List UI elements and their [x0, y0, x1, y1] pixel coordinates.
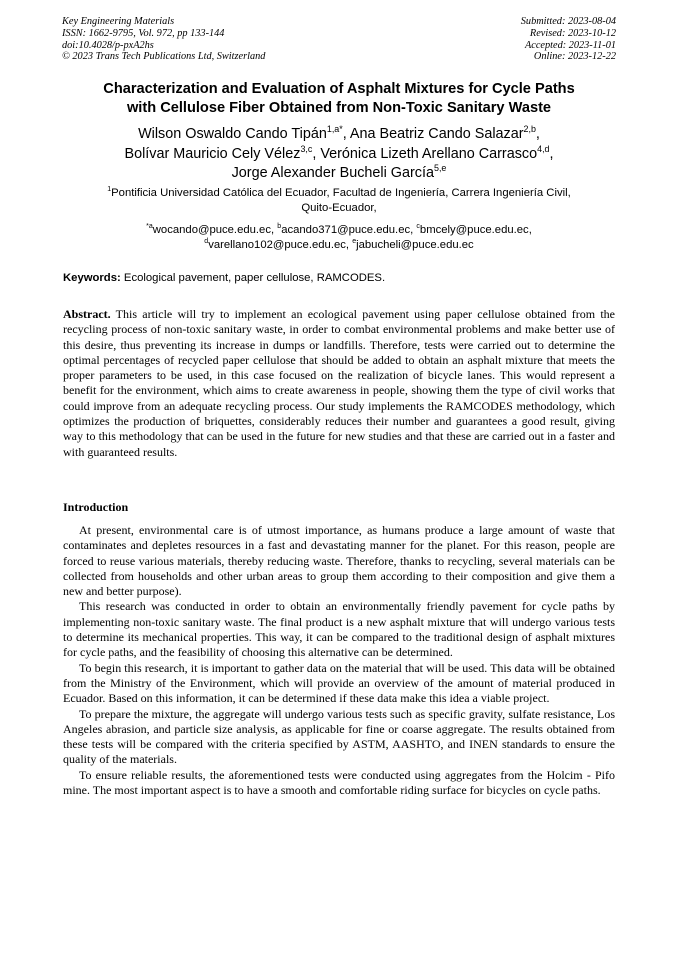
- title-line-2: with Cellulose Fiber Obtained from Non-Toxic Sanitary Waste: [126, 99, 552, 116]
- journal-info: [62, 16, 265, 63]
- email-sup: *a: [146, 223, 153, 231]
- email-sup: b: [277, 223, 282, 231]
- email-sep: ,: [410, 224, 417, 236]
- author-sup: 5,e: [434, 163, 447, 174]
- section-heading-introduction: Introduction: [63, 500, 129, 514]
- abstract-label: Abstract.: [63, 307, 111, 321]
- email-sup: d: [204, 237, 209, 245]
- email-sep: ,: [528, 224, 532, 236]
- submission-dates: [521, 16, 616, 63]
- email-address: wocando@puce.edu.ec: [152, 224, 271, 236]
- keywords-text: Ecological pavement, paper cellulose, RAMCODES.: [120, 272, 386, 284]
- paragraph: At present, environmental care is of utmost importance, as humans produce a large amount of waste that contaminates and depletes resources in a fast and devastating manner for the planet. For this reason, people are forced to reuse various materials, thereby reducing waste. Therefore, thanks to recycling, several materials can be collected from households and other urban areas to group them according to their composition and give them a new and better purpose).: [63, 523, 615, 599]
- keywords: [63, 271, 615, 285]
- paragraph: To begin this research, it is important to gather data on the material that will be used. This data will be obtained from the Ministry of the Environment, which will provide an overview of the amount of material produced in Ecuador. Based on this information, it can be determined if these data make this idea a viable project.: [63, 660, 615, 706]
- author-line: [40, 164, 638, 184]
- affiliation: [70, 186, 608, 215]
- author-emails: [70, 223, 608, 252]
- paragraph: To prepare the mixture, the aggregate will undergo various tests such as specific gravity, sulfate resistance, Los Angeles abrasion, and particle size analysis, as applicable for fine or coarse aggregate. The results obtained from these tests will be compared with the criteria specified by ASTM, AASHTO, and INEN standards to ensure the quality of the materials.: [63, 706, 615, 767]
- author-name: Ana Beatriz Cando Salazar: [349, 126, 524, 142]
- email-line: [70, 223, 608, 238]
- journal-doi: doi:10.4028/p-pxA2hs: [62, 39, 154, 51]
- email-address: bmcely@puce.edu.ec: [419, 224, 529, 236]
- email-sup: e: [352, 237, 357, 245]
- author-sup: 4,d: [537, 143, 550, 154]
- email-sep: ,: [345, 238, 353, 251]
- keywords-label: Keywords:: [63, 272, 121, 284]
- journal-name: Key Engineering Materials: [62, 16, 175, 27]
- author-sup: 1,a*: [326, 124, 343, 135]
- abstract: [63, 307, 615, 460]
- date-accepted: Accepted: 2023-11-01: [524, 39, 616, 51]
- author-sep: ,: [342, 126, 350, 142]
- author-line: [40, 145, 638, 165]
- email-line: [70, 238, 608, 253]
- author-name: Jorge Alexander Bucheli García: [231, 165, 434, 181]
- author-sup: 2,b: [523, 124, 536, 135]
- title-line-1: Characterization and Evaluation of Asphalt Mixtures for Cycle Paths: [103, 81, 575, 97]
- author-sep: ,: [535, 126, 540, 142]
- abstract-text: This article will try to implement an ecological pavement using paper cellulose obtained from the recycling process of non-toxic sanitary waste, in order to combat environmental problems and make better use of this desire, thus preventing its increase in dumps or landfills. Therefore, tests were carried out to determine the optimal percentages of recycled paper cellulose that should be added to obtain an asphalt mixture that meets the proper parameters to be used, in this case focused on the realization of bicycle lanes. This would represent a benefit for the environment, which aims to create awareness in people, showing them the type of civil works that could improve from an adequate recycling process. Our study implements the RAMCODES methodology, which optimizes the production of briquettes, considerably reduces their number and guarantees a good result, giving way to this methodology that can be used in the future for new studies and that these are carried out in a faster and with guaranteed results.: [63, 307, 615, 459]
- author-name: Verónica Lizeth Arellano Carrasco: [320, 145, 538, 162]
- email-sep: ,: [271, 224, 278, 236]
- date-revised: Revised: 2023-10-12: [529, 27, 616, 39]
- introduction-body: [63, 523, 615, 798]
- author-name: Bolívar Mauricio Cely Vélez: [124, 145, 301, 162]
- paper-title: [40, 80, 638, 117]
- affiliation-city: Quito-Ecuador,: [301, 201, 377, 214]
- email-address: acando371@puce.edu.ec: [281, 224, 411, 236]
- email-sup: c: [416, 223, 420, 231]
- journal-copyright: © 2023 Trans Tech Publications Ltd, Switzerland: [62, 51, 266, 63]
- date-submitted: Submitted: 2023-08-04: [520, 16, 616, 27]
- paragraph: To ensure reliable results, the aforementioned tests were conducted using aggregates from the Holcim - Pifo mine. The most important aspect is to have a smooth and comfortable riding surface for bicycles on cycle paths.: [63, 767, 615, 798]
- email-address: jabucheli@puce.edu.ec: [356, 238, 474, 251]
- email-address: varellano102@puce.edu.ec: [208, 238, 346, 251]
- author-sep: ,: [312, 145, 321, 162]
- affiliation-text: Pontificia Universidad Católica del Ecuador, Facultad de Ingeniería, Carrera Ingeniería Civil,: [111, 187, 571, 199]
- journal-issn: ISSN: 1662-9795, Vol. 972, pp 133-144: [62, 27, 225, 39]
- paragraph: This research was conducted in order to obtain an environmentally friendly pavement for cycle paths by implementing non-toxic sanitary waste. The final product is a new asphalt mixture that will undergo various tests to determine its mechanical properties. This way, it can be compared to the traditional design of asphalt mixtures for cycle paths, and the feasibility of choosing this alternative can be determined.: [63, 599, 615, 660]
- author-name: Wilson Oswaldo Cando Tipán: [138, 126, 327, 142]
- author-sep: ,: [549, 145, 554, 162]
- author-sup: 3,c: [300, 143, 313, 154]
- affiliation-sup: 1: [107, 186, 112, 194]
- date-online: Online: 2023-12-22: [533, 51, 616, 63]
- author-list: [40, 125, 638, 184]
- author-line: [40, 125, 638, 145]
